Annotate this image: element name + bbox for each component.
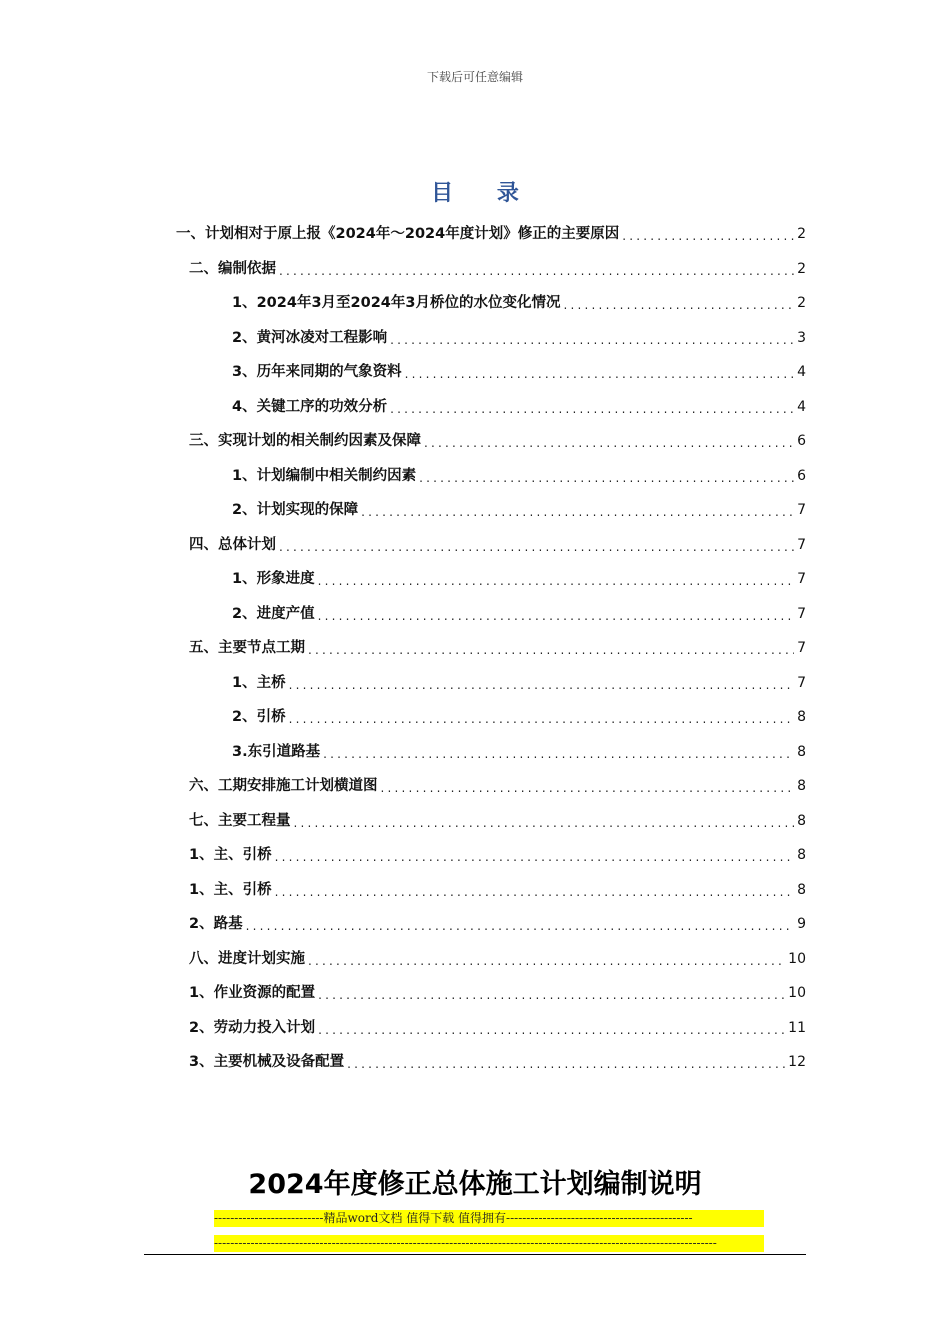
horizontal-rule bbox=[144, 1254, 806, 1255]
toc-entry-page: 6 bbox=[797, 433, 806, 449]
toc-leader-dots bbox=[318, 573, 794, 589]
toc-entry-page: 8 bbox=[797, 881, 806, 898]
toc-entry[interactable] bbox=[189, 839, 806, 869]
toc-entry-label: 1、2024年3月至2024年3月桥位的水位变化情况 bbox=[232, 295, 561, 311]
toc-entry[interactable] bbox=[189, 805, 806, 835]
toc-leader-dots bbox=[419, 470, 794, 486]
toc-entry-page: 7 bbox=[797, 571, 806, 587]
toc-entry-page: 2 bbox=[797, 260, 806, 277]
toc-entry-page: 8 bbox=[797, 709, 806, 725]
toc-entry[interactable] bbox=[232, 391, 806, 421]
toc-entry[interactable] bbox=[189, 1012, 806, 1042]
toc-leader-dots bbox=[381, 780, 795, 796]
toc-entry-page: 12 bbox=[788, 1054, 806, 1070]
toc-entry[interactable] bbox=[232, 598, 806, 628]
toc-leader-dots bbox=[318, 987, 785, 1003]
toc-entry-page: 7 bbox=[797, 674, 806, 691]
toc-entry[interactable] bbox=[189, 632, 806, 662]
banner-dashes-left: --------------------------- bbox=[214, 1211, 324, 1225]
toc-entry-page: 7 bbox=[797, 536, 806, 553]
toc-leader-dots bbox=[279, 263, 794, 279]
toc-entry[interactable] bbox=[189, 908, 806, 938]
toc-leader-dots bbox=[347, 1056, 785, 1072]
header-note: 下载后可任意编辑 bbox=[426, 70, 523, 84]
toc-entry-label: 四、总体计划 bbox=[189, 536, 276, 553]
toc-entry-page: 8 bbox=[797, 778, 806, 794]
toc-entry-label: 二、编制依据 bbox=[189, 260, 276, 277]
toc-entry-label: 八、进度计划实施 bbox=[189, 950, 305, 967]
toc-leader-dots bbox=[390, 332, 794, 348]
toc-entry-label: 2、计划实现的保障 bbox=[232, 502, 359, 518]
toc-leader-dots bbox=[246, 918, 794, 934]
toc-title: 目 录 bbox=[431, 181, 537, 206]
toc-entry[interactable] bbox=[232, 736, 806, 766]
toc-entry-page: 4 bbox=[797, 364, 806, 380]
toc-entry-page: 4 bbox=[797, 398, 806, 415]
toc-entry-label: 2、路基 bbox=[189, 916, 243, 932]
toc-entry[interactable] bbox=[232, 287, 806, 317]
toc-entry[interactable] bbox=[176, 218, 806, 248]
promo-banner-line-1 bbox=[214, 1210, 764, 1227]
toc-entry-label: 2、引桥 bbox=[232, 709, 286, 725]
toc-entry[interactable] bbox=[232, 322, 806, 352]
toc-entry-page: 6 bbox=[797, 467, 806, 484]
promo-banner-line-2 bbox=[214, 1235, 764, 1252]
toc-leader-dots bbox=[308, 953, 785, 969]
toc-entry[interactable] bbox=[189, 529, 806, 559]
banner-text: 精品word文档 值得下载 值得拥有 bbox=[323, 1211, 507, 1225]
toc-entry[interactable] bbox=[189, 1046, 806, 1076]
toc-leader-dots bbox=[318, 1022, 785, 1038]
toc-entry-label: 1、主、引桥 bbox=[189, 847, 272, 863]
toc-leader-dots bbox=[289, 711, 794, 727]
toc-entry[interactable] bbox=[232, 356, 806, 386]
toc-entry-label: 2、进度产值 bbox=[232, 605, 315, 622]
toc-leader-dots bbox=[361, 504, 794, 520]
toc-leader-dots bbox=[405, 366, 794, 382]
toc-entry-label: 3.东引道路基 bbox=[232, 743, 321, 760]
toc-entry-page: 11 bbox=[788, 1019, 806, 1036]
toc-leader-dots bbox=[622, 228, 794, 244]
toc-entry[interactable] bbox=[189, 874, 806, 904]
toc-entry[interactable] bbox=[232, 460, 806, 490]
toc-entry-page: 9 bbox=[797, 916, 806, 932]
toc-entry[interactable] bbox=[232, 494, 806, 524]
toc-entry-label: 三、实现计划的相关制约因素及保障 bbox=[189, 433, 421, 449]
toc-leader-dots bbox=[289, 677, 794, 693]
toc-entry-page: 8 bbox=[797, 812, 806, 829]
banner-dashes-right: ---------------------------------------------- bbox=[506, 1211, 693, 1225]
toc-entry-page: 7 bbox=[797, 605, 806, 622]
toc-entry-page: 7 bbox=[797, 640, 806, 656]
toc-leader-dots bbox=[279, 539, 794, 555]
toc-entry-page: 2 bbox=[797, 226, 806, 242]
toc-leader-dots bbox=[563, 297, 794, 313]
toc-entry[interactable] bbox=[189, 770, 806, 800]
toc-entry-label: 3、主要机械及设备配置 bbox=[189, 1054, 345, 1070]
toc-entry-page: 10 bbox=[788, 985, 806, 1001]
toc-entry[interactable] bbox=[232, 563, 806, 593]
toc-entry-label: 4、关键工序的功效分析 bbox=[232, 398, 388, 415]
toc-leader-dots bbox=[294, 815, 795, 831]
toc-entry-label: 1、形象进度 bbox=[232, 571, 315, 587]
toc-leader-dots bbox=[323, 746, 794, 762]
toc-entry-label: 1、作业资源的配置 bbox=[189, 985, 316, 1001]
toc-entry-page: 10 bbox=[788, 950, 806, 967]
toc-entry-label: 3、历年来同期的气象资料 bbox=[232, 364, 402, 380]
toc-entry-page: 7 bbox=[797, 502, 806, 518]
toc-entry-label: 2、黄河冰凌对工程影响 bbox=[232, 329, 388, 346]
toc-entry-page: 3 bbox=[797, 329, 806, 346]
toc-leader-dots bbox=[390, 401, 794, 417]
toc-entry-label: 六、工期安排施工计划横道图 bbox=[189, 778, 378, 794]
toc-leader-dots bbox=[318, 608, 794, 624]
toc-entry-page: 2 bbox=[797, 295, 806, 311]
toc-entry[interactable] bbox=[232, 667, 806, 697]
toc-entry-label: 七、主要工程量 bbox=[189, 812, 291, 829]
toc-entry[interactable] bbox=[189, 425, 806, 455]
toc-entry-label: 五、主要节点工期 bbox=[189, 640, 305, 656]
toc-entry[interactable] bbox=[189, 253, 806, 283]
toc-entry-page: 8 bbox=[797, 847, 806, 863]
toc-entry[interactable] bbox=[189, 943, 806, 973]
toc-entry[interactable] bbox=[189, 977, 806, 1007]
toc-leader-dots bbox=[424, 435, 794, 451]
toc-leader-dots bbox=[275, 849, 794, 865]
toc-entry-label: 1、计划编制中相关制约因素 bbox=[232, 467, 417, 484]
toc-entry-label: 一、计划相对于原上报《2024年～2024年度计划》修正的主要原因 bbox=[176, 226, 620, 242]
toc-entry-label: 1、主桥 bbox=[232, 674, 286, 691]
toc-leader-dots bbox=[275, 884, 794, 900]
toc-entry-page: 8 bbox=[797, 743, 806, 760]
toc-leader-dots bbox=[308, 642, 794, 658]
banner-dashes: ---------------------------------------------------------------------------------------------------------------------------- bbox=[214, 1236, 717, 1250]
toc-entry-label: 2、劳动力投入计划 bbox=[189, 1019, 316, 1036]
toc-entry-label: 1、主、引桥 bbox=[189, 881, 272, 898]
document-title: 2024年度修正总体施工计划编制说明 bbox=[248, 1169, 702, 1200]
toc-entry[interactable] bbox=[232, 701, 806, 731]
